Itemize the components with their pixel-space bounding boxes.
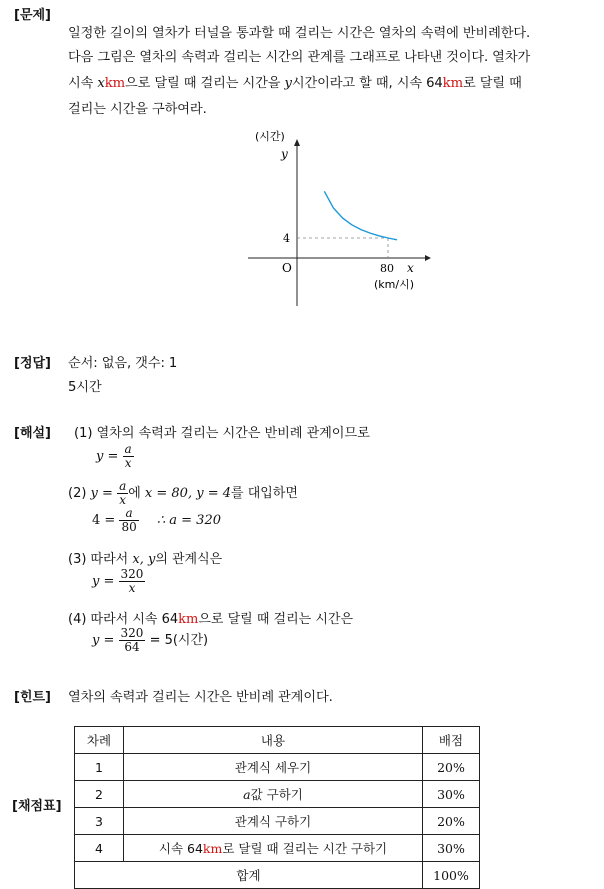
total-label: 합계 [75, 862, 423, 889]
grading-label: [채점표] [12, 799, 62, 814]
problem-line-1: 일정한 길이의 열차가 터널을 통과할 때 걸리는 시간은 열차의 속력에 반비례한다. [68, 26, 531, 41]
solution-eq-1: y = $\frac{a}{x}$ [96, 442, 132, 470]
solution-step-3: (3) 따라서 x, y의 관계식은 [68, 552, 223, 567]
header-content: 내용 [124, 727, 423, 754]
answer-line-1: 순서: 없음, 갯수: 1 [68, 356, 178, 371]
answer-label: [정답] [14, 356, 51, 371]
x-axis-unit-label: (km/시) [374, 278, 415, 291]
x-tick-80: 80 [380, 262, 394, 275]
solution-step-2: (2) y = $\frac{a}{x}$ 에 x = 80, y = 4를 대입하면 [68, 479, 298, 507]
inverse-proportion-graph [240, 128, 440, 310]
solution-eq-3: y = $\frac{320}{x}$ [92, 567, 144, 595]
grading-header-row [75, 727, 480, 754]
curve-y-equals-320-over-x [324, 191, 397, 240]
hint-label: [힌트] [14, 690, 51, 705]
problem-line-2: 다음 그림은 열차의 속력과 걸리는 시간의 관계를 그래프로 나타낸 것이다. 열차가 [68, 50, 531, 65]
grading-table [74, 726, 480, 889]
problem-line-3: 시속 xkm으로 달릴 때 걸리는 시간을 y시간이라고 할 때, 시속 64km로 달릴 때 [68, 76, 522, 91]
solution-step-4: (4) 따라서 시속 64km으로 달릴 때 걸리는 시간은 [68, 612, 354, 627]
grading-total-row [75, 862, 480, 889]
total-points: 100% [423, 862, 480, 889]
solution-step-1: (1) 열차의 속력과 걸리는 시간은 반비례 관계이므로 [74, 426, 370, 441]
answer-line-2: 5시간 [68, 380, 102, 395]
table-row: 3 관계식 구하기 20% [75, 808, 480, 835]
origin-label: O [282, 261, 292, 275]
x-axis-arrow [425, 255, 431, 261]
problem-label: [문제] [14, 8, 51, 23]
table-row: 2 a값 구하기 30% [75, 781, 480, 808]
header-points: 배점 [423, 727, 480, 754]
y-tick-4: 4 [283, 232, 290, 245]
y-axis-arrow [294, 139, 300, 146]
solution-eq-2: 4 = $\frac{a}{80}$ ∴ a = 320 [92, 506, 221, 534]
y-var-label: y [281, 147, 288, 161]
table-row: 1 관계식 세우기 20% [75, 754, 480, 781]
hint-text: 열차의 속력과 걸리는 시간은 반비례 관계이다. [68, 690, 333, 705]
solution-label: [해설] [14, 426, 51, 441]
y-axis-unit-label: (시간) [255, 130, 285, 143]
solution-eq-4: y = $\frac{320}{64}$ = 5(시간) [92, 626, 209, 654]
x-var-label: x [407, 261, 414, 275]
header-order: 차례 [75, 727, 124, 754]
problem-line-4: 걸리는 시간을 구하여라. [68, 102, 207, 117]
table-row: 4 시속 64km로 달릴 때 걸리는 시간 구하기 30% [75, 835, 480, 862]
